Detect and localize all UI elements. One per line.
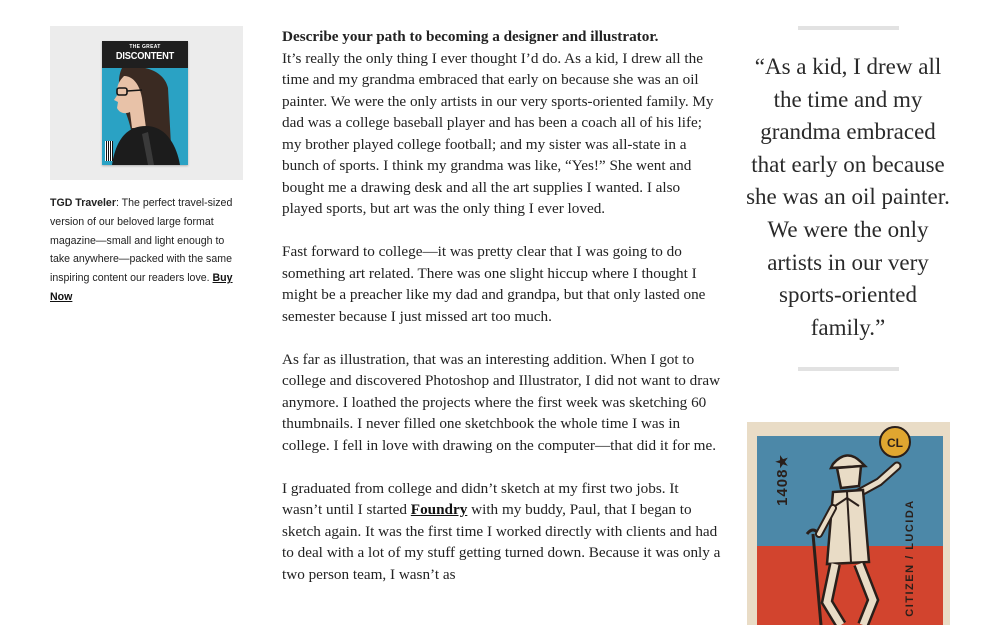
article-paragraph xyxy=(282,26,722,220)
article-paragraph: Fast forward to college—it was pretty clear that I was going to do something art related. There was one slight hiccup where I thought I might be a preacher like my dad and grandpa, but that only lasted one semester because I just missed art too much. xyxy=(282,243,706,325)
article-paragraph: As far as illustration, that was an interesting addition. When I got to college and discovered Photoshop and Illustrator, I did not want to draw anymore. I loathed the projects where the first week was sketching 60 thumbnails. I never filled one sketchbook the whole time I was in college. I fell in love with drawing on the computer—that did it for me. xyxy=(282,350,721,454)
citizen-lucida-poster xyxy=(747,422,950,625)
magazine-cover xyxy=(102,41,188,165)
paragraph-text: I graduated from college and didn’t sketch at my first two jobs. It wasn’t until I started xyxy=(282,479,679,518)
magazine-barcode xyxy=(105,141,113,161)
pull-quote: “As a kid, I drew all the time and my grandma embraced that early on because she was an oil painter. We were the only artists in our very sports-oriented family.” xyxy=(746,54,950,340)
interview-question: Describe your path to becoming a designer and illustrator. xyxy=(282,28,659,45)
poster-illustration xyxy=(747,422,950,625)
pull-quote-top-rule xyxy=(798,26,899,30)
promo-caption-text: : The perfect travel-sized version of our beloved large format magazine—small and light enough to take anywhere—packed with the same inspiring content our readers love. xyxy=(50,197,233,285)
buy-now-link[interactable]: Buy Now xyxy=(50,272,233,303)
article-paragraph xyxy=(282,478,722,586)
article-body xyxy=(282,26,722,607)
magazine-promo-image[interactable] xyxy=(50,26,243,180)
poster-title: CITIZEN / LUCIDA xyxy=(904,499,916,617)
foundry-link[interactable]: Foundry xyxy=(410,501,468,518)
magazine-masthead xyxy=(102,41,188,68)
paragraph-text: with my buddy, Paul, that I began to sketch again. It was the first time I worked directly with clients and had to deal with a lot of my stuff getting turned down. Because it was only a two person team, I wasn’t as xyxy=(282,501,721,583)
promo-caption-title: TGD Traveler xyxy=(50,197,116,209)
promo-caption xyxy=(50,194,246,307)
magazine-title-small: THE GREAT xyxy=(129,44,161,50)
magazine-portrait-illustration xyxy=(102,68,188,165)
answer-text: It’s really the only thing I ever thought I’d do. As a kid, I drew all the time and my grandma embraced that early on because she was an oil painter. We were the only artists in our very sports-oriented family. My dad was a college baseball player and has been a coach all of his life; my brother played college football; and my sister was all-state in a bunch of sports. I think my grandma was like, “Yes!” She went and bought me a drawing desk and all the art supplies I wanted. I also played sports, but art was the only thing I ever loved. xyxy=(282,49,714,217)
poster-badge-text: CL xyxy=(887,436,903,450)
poster-number: 1408★ xyxy=(774,454,791,506)
magazine-title: DISCONTENT xyxy=(115,50,175,62)
pull-quote-bottom-rule xyxy=(798,367,899,371)
